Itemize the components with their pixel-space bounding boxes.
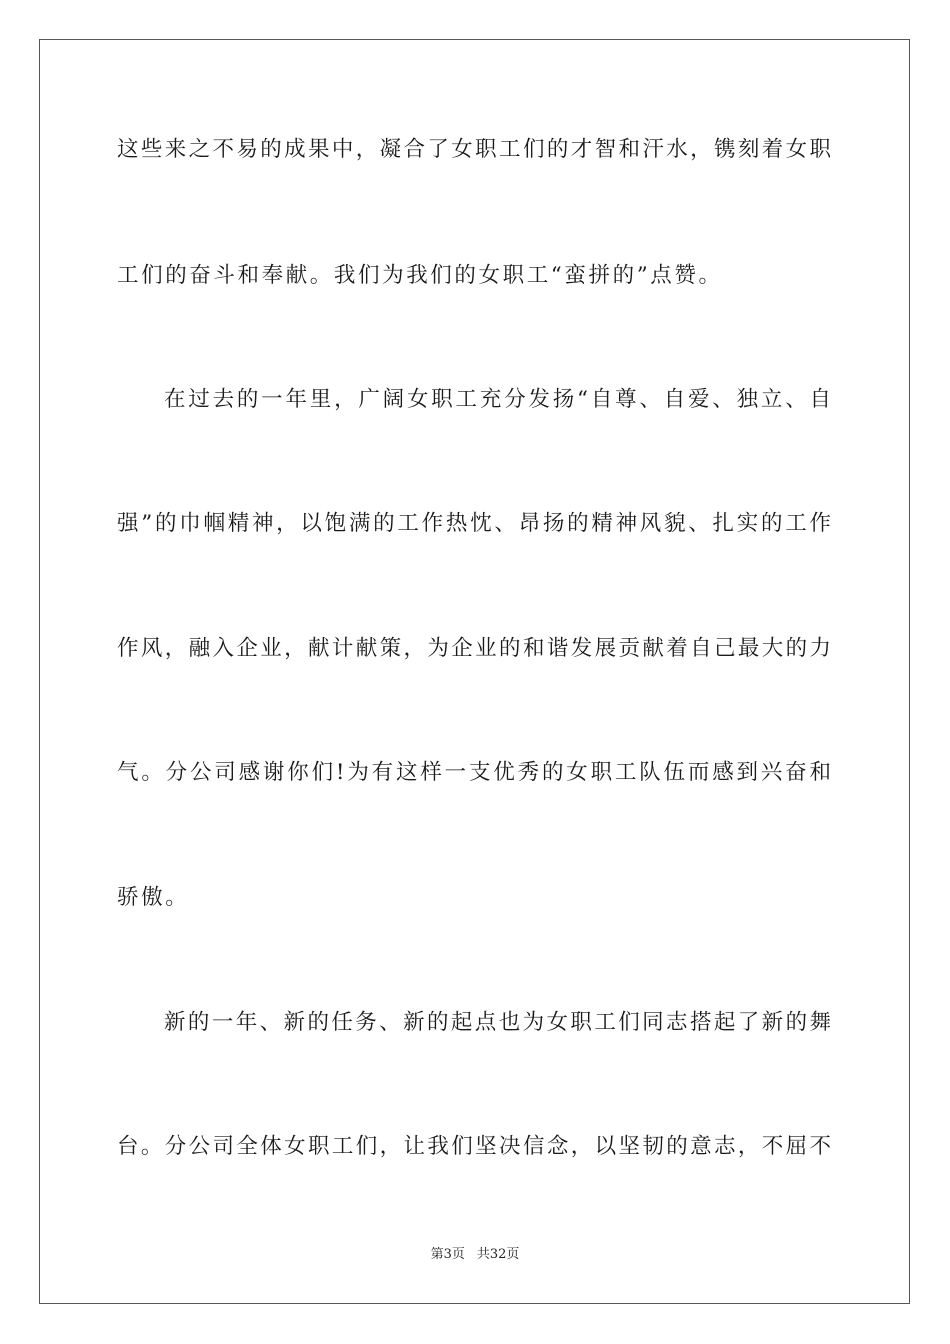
- page-number: 第3页: [430, 1247, 465, 1262]
- text-line-7: 骄傲。: [117, 885, 190, 910]
- text-line-6: 气。分公司感谢你们!为有这样一支优秀的女职工队伍而感到兴奋和: [117, 760, 831, 785]
- text-line-9: 台。分公司全体女职工们，让我们坚决信念，以坚韧的意志，不屈不: [117, 1134, 831, 1159]
- text-line-2: 工们的奋斗和奉献。我们为我们的女职工“蛮拼的”点赞。: [117, 263, 723, 288]
- page-footer: [0, 1246, 950, 1264]
- text-line-5: 作风，融入企业，献计献策，为企业的和谐发展贡献着自己最大的力: [117, 636, 831, 661]
- text-line-8: 新的一年、新的任务、新的起点也为女职工们同志搭起了新的舞: [164, 1010, 831, 1035]
- text-line-4: 强”的巾帼精神，以饱满的工作热忱、昂扬的精神风貌、扎实的工作: [117, 511, 831, 536]
- text-line-1: 这些来之不易的成果中，凝合了女职工们的才智和汗水，镌刻着女职: [117, 137, 831, 162]
- text-line-3: 在过去的一年里，广阔女职工充分发扬“自尊、自爱、独立、自: [164, 387, 831, 412]
- page-border: [39, 39, 910, 1304]
- page-total: 共32页: [476, 1247, 520, 1262]
